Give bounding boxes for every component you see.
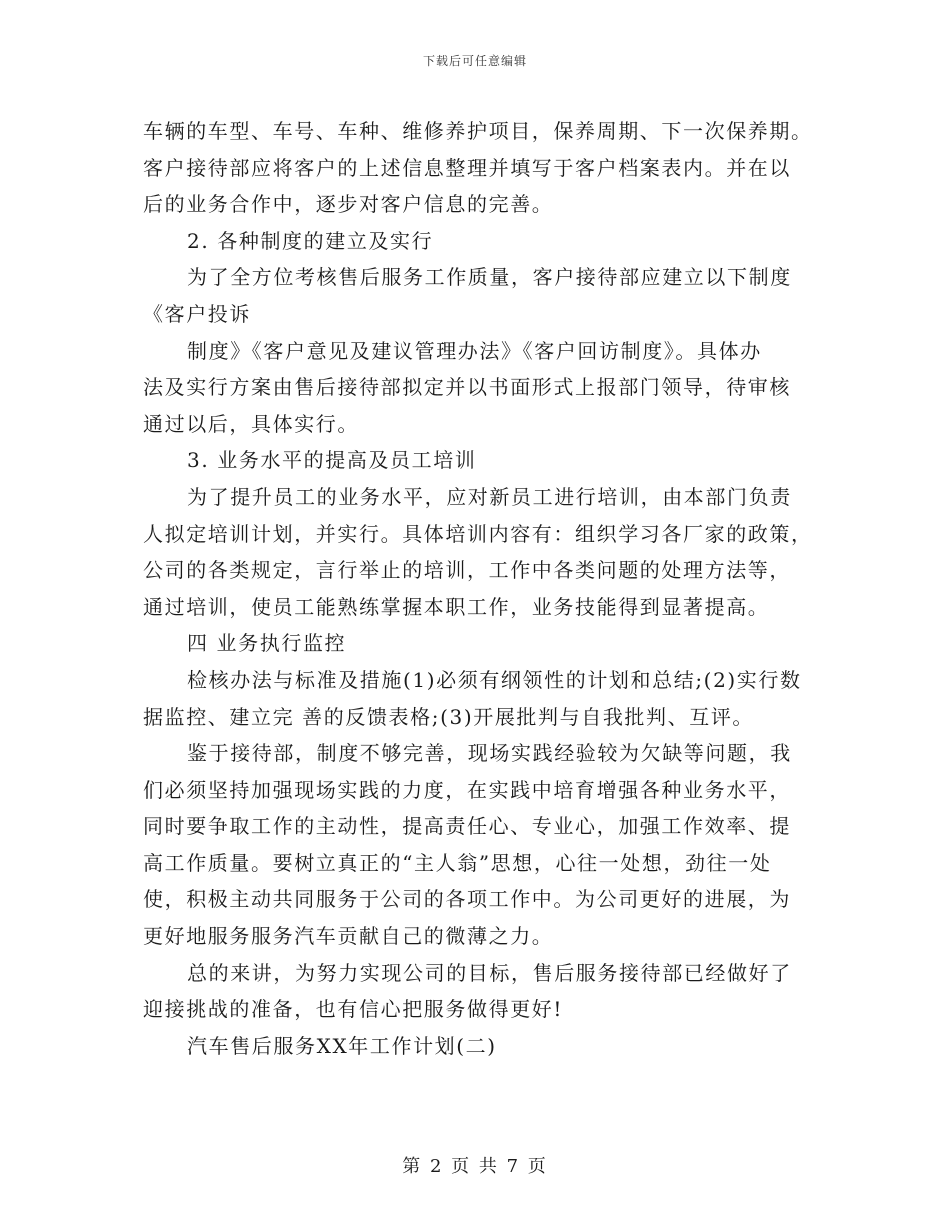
page-header-note: 下载后可任意编辑 — [422, 54, 527, 68]
text-line: 制度》《客户意见及建议管理办法》《客户回访制度》。具体办 — [187, 338, 762, 363]
text-line: 法及实行方案由售后接待部拟定并以书面形式上报部门领导，待审核 — [143, 375, 791, 400]
text-line: 使，积极主动共同服务于公司的各项工作中。为公司更好的进展，为 — [143, 887, 791, 912]
text-line: 通过培训，使员工能熟练掌握本职工作，业务技能得到显著提高。 — [143, 594, 770, 619]
section-heading: 2. 各种制度的建立及实行 — [187, 228, 434, 253]
text-line: 为了提升员工的业务水平，应对新员工进行培训，由本部门负责 — [187, 484, 792, 509]
text-line: 同时要争取工作的主动性，提高责任心、专业心，加强工作效率、提 — [143, 814, 791, 839]
document-body — [143, 113, 815, 1064]
text-line: 据监控、建立完 善的反馈表格;(3)开展批判与自我批判、互评。 — [143, 704, 755, 729]
text-line: 总的来讲，为努力实现公司的目标，售后服务接待部已经做好了 — [187, 960, 792, 985]
text-line: 后的业务合作中，逐步对客户信息的完善。 — [143, 192, 554, 217]
page-number: 第 2 页 共 7 页 — [402, 1156, 548, 1177]
text-line: 为了全方位考核售后服务工作质量，客户接待部应建立以下制度 — [187, 265, 792, 290]
text-line: 车辆的车型、车号、车种、维修养护项目，保养周期、下一次保养期。 — [143, 119, 813, 143]
text-line: 《客户投诉 — [143, 301, 251, 326]
text-line: 们必须坚持加强现场实践的力度，在实践中培育增强各种业务水平， — [143, 777, 791, 802]
section-heading: 四 业务执行监控 — [187, 631, 347, 656]
text-line: 鉴于接待部，制度不够完善，现场实践经验较为欠缺等问题，我 — [187, 741, 792, 766]
text-line: 迎接挑战的准备，也有信心把服务做得更好! — [143, 997, 564, 1022]
text-line: 高工作质量。要树立真正的“主人翁”思想，心往一处想，劲往一处 — [143, 850, 772, 875]
text-line: 客户接待部应将客户的上述信息整理并填写于客户档案表内。并在以 — [143, 155, 791, 180]
text-line: 公司的各类规定，言行举止的培训，工作中各类问题的处理方法等， — [143, 558, 791, 583]
text-line: 人拟定培训计划，并实行。具体培训内容有：组织学习各厂家的政策， — [143, 521, 813, 546]
text-line: 更好地服务服务汽车贡献自己的微薄之力。 — [143, 924, 554, 949]
section-heading: 3. 业务水平的提高及员工培训 — [187, 448, 477, 473]
text-line: 通过以后，具体实行。 — [143, 411, 359, 436]
text-line: 检核办法与标准及措施(1)必须有纲领性的计划和总结;(2)实行数 — [187, 667, 802, 692]
section-heading: 汽车售后服务XX年工作计划(二) — [187, 1033, 497, 1058]
